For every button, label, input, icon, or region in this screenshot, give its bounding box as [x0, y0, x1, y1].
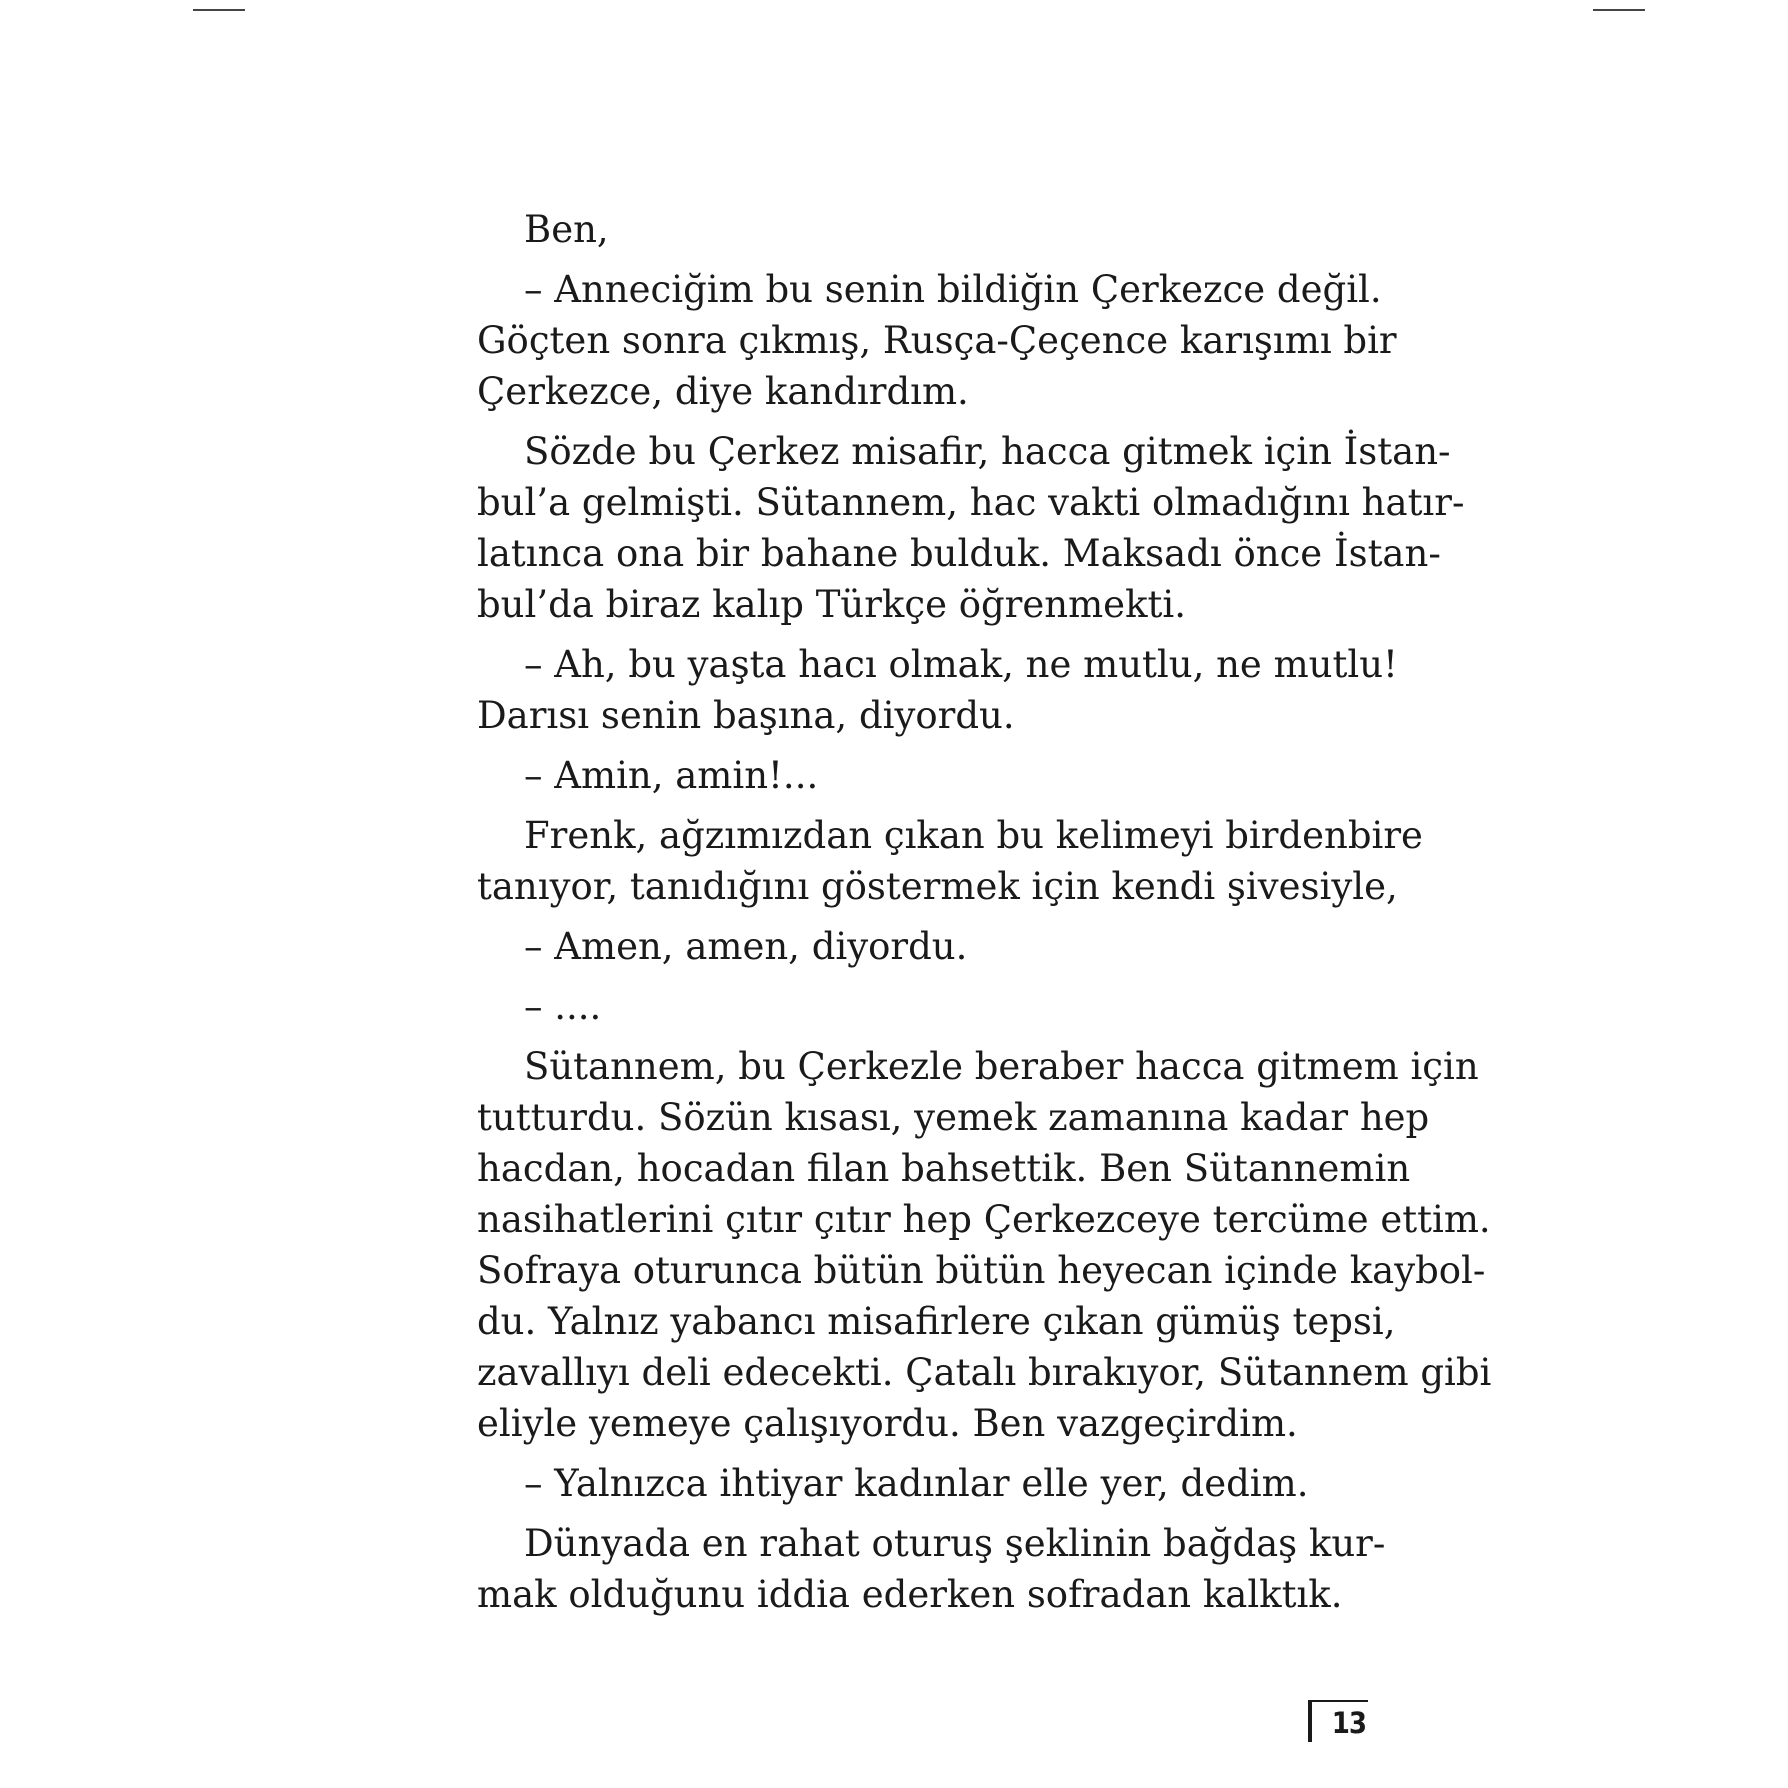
text-line: Göçten sonra çıkmış, Rusça-Çeçence karışımı bir [477, 319, 1397, 362]
paragraph [477, 810, 1423, 912]
paragraph [477, 1041, 1492, 1449]
text-line: Sofraya oturunca bütün bütün heyecan içinde kaybol- [477, 1249, 1486, 1292]
text-line: Ben, [524, 208, 609, 251]
text-line: mak olduğunu iddia ederken sofradan kalktık. [477, 1573, 1343, 1616]
text-line: eliyle yemeye çalışıyordu. Ben vazgeçirdim. [477, 1402, 1298, 1445]
text-line: Sözde bu Çerkez misafir, hacca gitmek için İstan- [524, 430, 1451, 473]
text-line: bul’a gelmişti. Sütannem, hac vakti olmadığını hatır- [477, 481, 1465, 524]
text-line: Sütannem, bu Çerkezle beraber hacca gitmem için [524, 1045, 1479, 1088]
text-line: – Anneciğim bu senin bildiğin Çerkezce değil. [524, 268, 1382, 311]
text-line: hacdan, hocadan filan bahsettik. Ben Sütannemin [477, 1147, 1411, 1190]
paragraph [477, 426, 1465, 630]
text-line: – Amen, amen, diyordu. [524, 925, 968, 968]
crop-mark-left [193, 9, 245, 11]
page-number: 13 [1331, 1706, 1366, 1740]
text-line: Çerkezce, diye kandırdım. [477, 370, 969, 413]
paragraph [477, 981, 1362, 1032]
text-line: – Yalnızca ihtiyar kadınlar elle yer, dedim. [524, 1462, 1309, 1505]
paragraph [477, 921, 1362, 972]
text-line: du. Yalnız yabancı misafirlere çıkan gümüş tepsi, [477, 1300, 1396, 1343]
page-number-marker [1308, 1700, 1368, 1742]
text-line: latınca ona bir bahane bulduk. Maksadı önce İstan- [477, 532, 1441, 575]
text-line: – Amin, amin!... [524, 754, 819, 797]
text-line: bul’da biraz kalıp Türkçe öğrenmekti. [477, 583, 1186, 626]
text-line: nasihatlerini çıtır çıtır hep Çerkezceye tercüme ettim. [477, 1198, 1491, 1241]
text-line: tutturdu. Sözün kısası, yemek zamanına kadar hep [477, 1096, 1430, 1139]
paragraph [477, 264, 1397, 417]
paragraph [477, 1458, 1362, 1509]
page-body-text [477, 204, 1492, 1629]
text-line: Dünyada en rahat oturuş şeklinin bağdaş kur- [524, 1522, 1386, 1565]
text-line: Frenk, ağzımızdan çıkan bu kelimeyi birdenbire [524, 814, 1423, 857]
paragraph [477, 750, 1362, 801]
text-line: zavallıyı deli edecekti. Çatalı bırakıyor, Sütannem gibi [477, 1351, 1492, 1394]
text-line: tanıyor, tanıdığını göstermek için kendi şivesiyle, [477, 865, 1398, 908]
paragraph [477, 639, 1398, 741]
text-line: – .... [524, 985, 602, 1028]
text-line: – Ah, bu yaşta hacı olmak, ne mutlu, ne mutlu! [524, 643, 1398, 686]
text-line: Darısı senin başına, diyordu. [477, 694, 1015, 737]
crop-mark-right [1593, 9, 1645, 11]
paragraph [477, 204, 1362, 255]
paragraph [477, 1518, 1386, 1620]
